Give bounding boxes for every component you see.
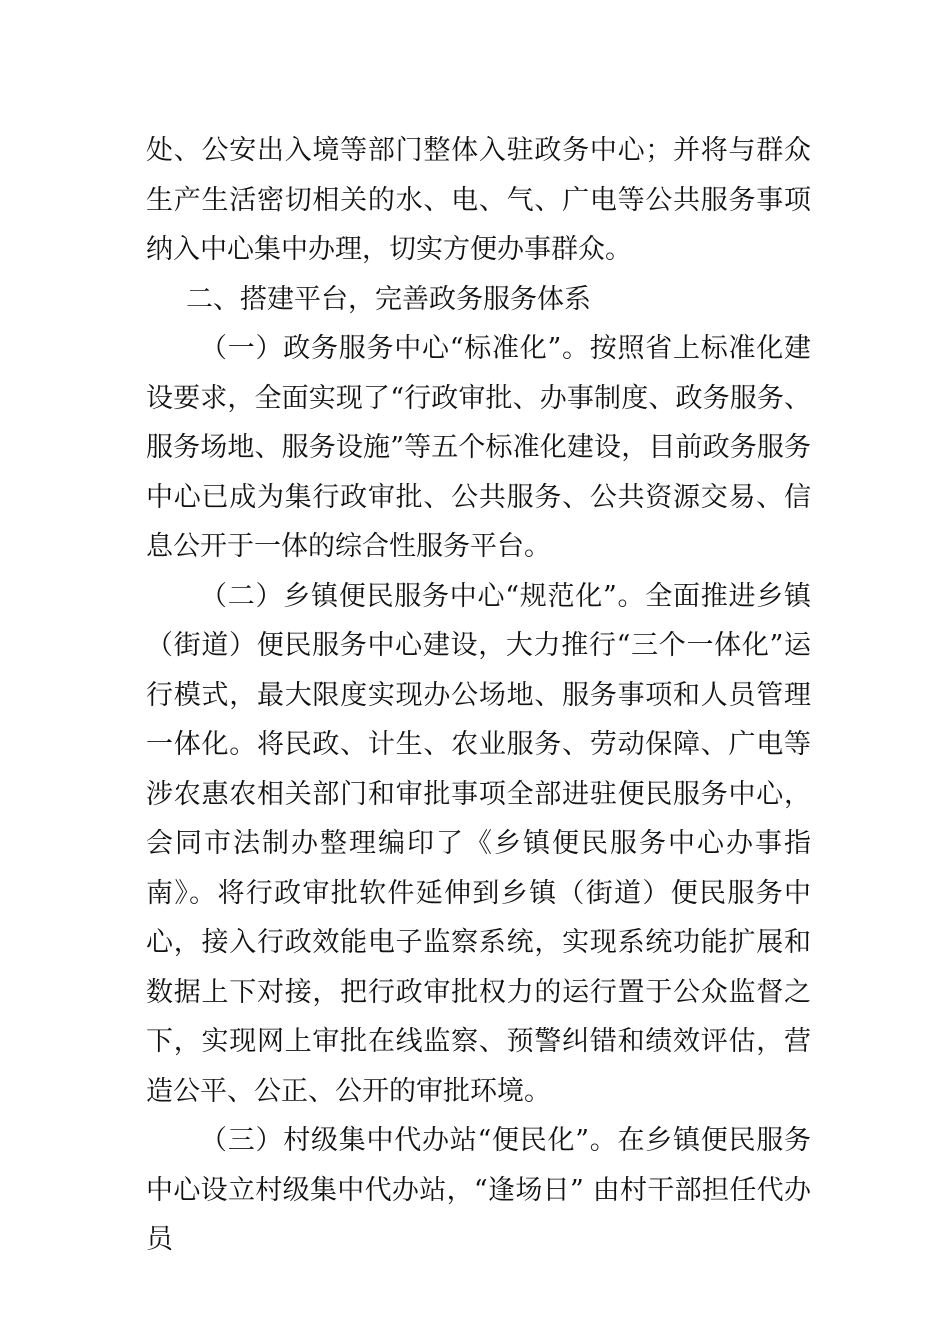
paragraph-normalization: （二）乡镇便民服务中心“规范化”。全面推进乡镇（街道）便民服务中心建设，大力推行“三个一体化”运行模式，最大限度实现办公场地、服务事项和人员管理一体化。将民政、计生、农业服务、劳动保障、广电等涉农惠农相关部门和审批事项全部进驻便民服务中心，会同市法制办整理编印了《乡镇便民服务中心办事指南》。将行政审批软件延伸到乡镇（街道）便民服务中心，接入行政效能电子监察系统，实现系统功能扩展和数据上下对接，把行政审批权力的运行置于公众监督之下，实现网上审批在线监察、预警纠错和绩效评估，营造公平、公正、公开的审批环境。 [146, 580, 811, 1107]
paragraph-convenience: （三）村级集中代办站“便民化”。在乡镇便民服务中心设立村级集中代办站，“逢场日” 由村干部担任代办员 [146, 1125, 811, 1255]
paragraph-continuation: 处、公安出入境等部门整体入驻政务中心；并将与群众生产生活密切相关的水、电、气、广电等公共服务事项纳入中心集中办理，切实方便办事群众。 [146, 135, 811, 265]
section-heading: 二、搭建平台，完善政务服务体系 [186, 283, 591, 315]
paragraph-standardization: （一）政务服务中心“标准化”。按照省上标准化建设要求，全面实现了“行政审批、办事制度、政务服务、服务场地、服务设施”等五个标准化建设，目前政务服务中心已成为集行政审批、公共服务、公共资源交易、信息公开于一体的综合性服务平台。 [146, 333, 811, 562]
document-body [146, 126, 811, 1265]
